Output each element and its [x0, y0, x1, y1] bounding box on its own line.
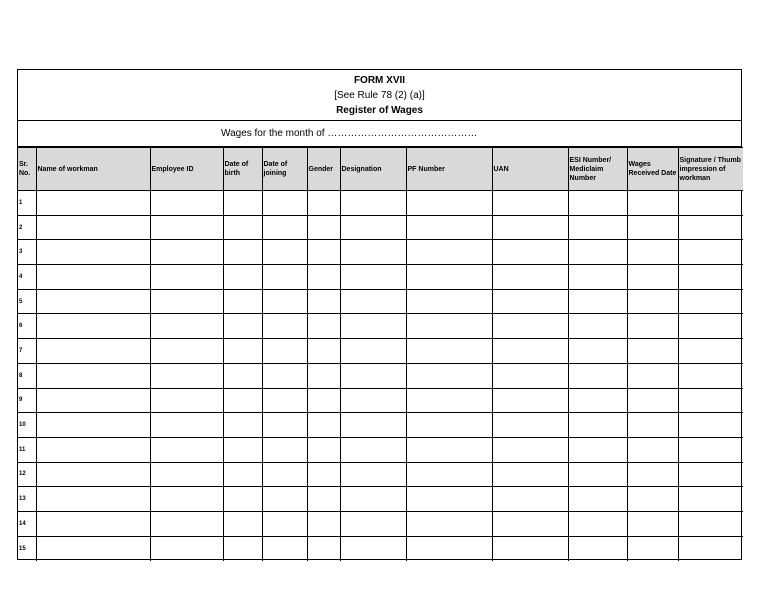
- empty-cell: [492, 363, 568, 388]
- empty-cell: [340, 265, 406, 290]
- empty-cell: [406, 462, 492, 487]
- empty-cell: [262, 240, 307, 265]
- header-signature: Signature / Thumb impression of workman: [678, 148, 743, 191]
- row-number: 2: [18, 215, 36, 240]
- empty-cell: [627, 240, 678, 265]
- empty-cell: [223, 191, 262, 216]
- row-number: 11: [18, 437, 36, 462]
- empty-cell: [492, 487, 568, 512]
- empty-cell: [150, 437, 223, 462]
- empty-cell: [36, 289, 150, 314]
- empty-cell: [340, 314, 406, 339]
- row-number: 13: [18, 487, 36, 512]
- empty-cell: [406, 388, 492, 413]
- empty-cell: [340, 339, 406, 364]
- empty-cell: [262, 289, 307, 314]
- empty-cell: [627, 265, 678, 290]
- empty-cell: [307, 363, 340, 388]
- table-row: [18, 215, 743, 240]
- empty-cell: [568, 388, 627, 413]
- empty-cell: [492, 215, 568, 240]
- empty-cell: [568, 191, 627, 216]
- empty-cell: [492, 191, 568, 216]
- empty-cell: [36, 191, 150, 216]
- empty-cell: [150, 388, 223, 413]
- empty-cell: [307, 265, 340, 290]
- table-row: [18, 487, 743, 512]
- empty-cell: [150, 240, 223, 265]
- empty-cell: [406, 314, 492, 339]
- empty-cell: [568, 314, 627, 339]
- empty-cell: [627, 289, 678, 314]
- empty-cell: [223, 462, 262, 487]
- empty-cell: [678, 215, 743, 240]
- table-row: [18, 462, 743, 487]
- empty-cell: [340, 413, 406, 438]
- empty-cell: [627, 388, 678, 413]
- empty-cell: [492, 462, 568, 487]
- empty-cell: [678, 240, 743, 265]
- empty-cell: [627, 363, 678, 388]
- empty-cell: [262, 339, 307, 364]
- empty-cell: [150, 511, 223, 536]
- row-number: 9: [18, 388, 36, 413]
- header-sr-no: Sr. No.: [18, 148, 36, 191]
- empty-cell: [307, 511, 340, 536]
- empty-cell: [262, 215, 307, 240]
- wages-month-line: Wages for the month of ………………………………………: [18, 121, 741, 147]
- header-wages-received-date: Wages Received Date: [627, 148, 678, 191]
- empty-cell: [36, 487, 150, 512]
- empty-cell: [406, 536, 492, 561]
- empty-cell: [36, 462, 150, 487]
- empty-cell: [340, 215, 406, 240]
- empty-cell: [223, 240, 262, 265]
- empty-cell: [262, 265, 307, 290]
- row-number: 7: [18, 339, 36, 364]
- table-row: [18, 388, 743, 413]
- table-row: [18, 413, 743, 438]
- wage-register-form: [17, 69, 742, 560]
- table-row: [18, 511, 743, 536]
- empty-cell: [678, 191, 743, 216]
- empty-cell: [678, 437, 743, 462]
- empty-cell: [678, 265, 743, 290]
- row-number: 3: [18, 240, 36, 265]
- empty-cell: [150, 487, 223, 512]
- header-employee-id: Employee ID: [150, 148, 223, 191]
- table-row: [18, 339, 743, 364]
- empty-cell: [492, 536, 568, 561]
- empty-cell: [223, 413, 262, 438]
- empty-cell: [678, 487, 743, 512]
- empty-cell: [568, 487, 627, 512]
- empty-cell: [223, 339, 262, 364]
- empty-cell: [340, 536, 406, 561]
- empty-cell: [406, 215, 492, 240]
- empty-cell: [223, 314, 262, 339]
- table-row: [18, 536, 743, 561]
- table-row: [18, 191, 743, 216]
- empty-cell: [36, 536, 150, 561]
- empty-cell: [568, 289, 627, 314]
- table-row: [18, 363, 743, 388]
- empty-cell: [627, 462, 678, 487]
- empty-cell: [262, 511, 307, 536]
- empty-cell: [678, 536, 743, 561]
- header-gender: Gender: [307, 148, 340, 191]
- empty-cell: [678, 511, 743, 536]
- empty-cell: [627, 511, 678, 536]
- empty-cell: [150, 215, 223, 240]
- empty-cell: [36, 265, 150, 290]
- empty-cell: [223, 215, 262, 240]
- empty-cell: [150, 265, 223, 290]
- empty-cell: [262, 536, 307, 561]
- header-name-of-workman: Name of workman: [36, 148, 150, 191]
- empty-cell: [492, 437, 568, 462]
- empty-cell: [568, 511, 627, 536]
- empty-cell: [492, 314, 568, 339]
- empty-cell: [568, 215, 627, 240]
- empty-cell: [223, 437, 262, 462]
- empty-cell: [340, 511, 406, 536]
- form-header: [18, 70, 741, 121]
- empty-cell: [678, 314, 743, 339]
- empty-cell: [568, 240, 627, 265]
- empty-cell: [262, 487, 307, 512]
- empty-cell: [223, 363, 262, 388]
- empty-cell: [36, 363, 150, 388]
- row-number: 5: [18, 289, 36, 314]
- empty-cell: [223, 289, 262, 314]
- empty-cell: [307, 191, 340, 216]
- empty-cell: [678, 462, 743, 487]
- empty-cell: [406, 265, 492, 290]
- empty-cell: [568, 437, 627, 462]
- empty-cell: [262, 413, 307, 438]
- empty-cell: [568, 462, 627, 487]
- empty-cell: [568, 339, 627, 364]
- empty-cell: [340, 462, 406, 487]
- empty-cell: [406, 487, 492, 512]
- empty-cell: [307, 413, 340, 438]
- empty-cell: [307, 240, 340, 265]
- empty-cell: [492, 511, 568, 536]
- header-date-of-birth: Date of birth: [223, 148, 262, 191]
- empty-cell: [36, 215, 150, 240]
- empty-cell: [406, 191, 492, 216]
- table-row: [18, 240, 743, 265]
- row-number: 15: [18, 536, 36, 561]
- row-number: 12: [18, 462, 36, 487]
- empty-cell: [340, 487, 406, 512]
- row-number: 14: [18, 511, 36, 536]
- empty-cell: [406, 511, 492, 536]
- table-row: [18, 314, 743, 339]
- empty-cell: [627, 536, 678, 561]
- empty-cell: [223, 536, 262, 561]
- empty-cell: [340, 191, 406, 216]
- empty-cell: [307, 388, 340, 413]
- empty-cell: [406, 240, 492, 265]
- empty-cell: [36, 511, 150, 536]
- empty-cell: [307, 215, 340, 240]
- table-row: [18, 265, 743, 290]
- empty-cell: [340, 363, 406, 388]
- empty-cell: [150, 339, 223, 364]
- empty-cell: [150, 363, 223, 388]
- empty-cell: [150, 462, 223, 487]
- empty-cell: [678, 363, 743, 388]
- empty-cell: [568, 363, 627, 388]
- empty-cell: [340, 388, 406, 413]
- empty-cell: [36, 339, 150, 364]
- empty-cell: [307, 437, 340, 462]
- empty-cell: [307, 487, 340, 512]
- empty-cell: [262, 462, 307, 487]
- row-number: 1: [18, 191, 36, 216]
- empty-cell: [678, 289, 743, 314]
- empty-cell: [223, 265, 262, 290]
- empty-cell: [262, 363, 307, 388]
- empty-cell: [568, 536, 627, 561]
- empty-cell: [36, 314, 150, 339]
- header-pf-number: PF Number: [406, 148, 492, 191]
- empty-cell: [223, 487, 262, 512]
- empty-cell: [627, 487, 678, 512]
- empty-cell: [492, 265, 568, 290]
- empty-cell: [150, 191, 223, 216]
- empty-cell: [406, 289, 492, 314]
- empty-cell: [36, 388, 150, 413]
- wages-table: [18, 147, 743, 561]
- empty-cell: [678, 339, 743, 364]
- empty-cell: [340, 437, 406, 462]
- empty-cell: [36, 413, 150, 438]
- form-title: FORM XVII: [353, 75, 406, 86]
- empty-cell: [307, 536, 340, 561]
- header-designation: Designation: [340, 148, 406, 191]
- table-row: [18, 437, 743, 462]
- empty-cell: [262, 388, 307, 413]
- empty-cell: [627, 215, 678, 240]
- empty-cell: [406, 413, 492, 438]
- empty-cell: [150, 289, 223, 314]
- empty-cell: [223, 388, 262, 413]
- empty-cell: [262, 191, 307, 216]
- register-title: Register of Wages: [336, 105, 423, 116]
- empty-cell: [307, 462, 340, 487]
- empty-cell: [492, 339, 568, 364]
- empty-cell: [678, 388, 743, 413]
- header-date-of-joining: Date of joining: [262, 148, 307, 191]
- empty-cell: [627, 413, 678, 438]
- empty-cell: [262, 437, 307, 462]
- empty-cell: [307, 314, 340, 339]
- empty-cell: [406, 339, 492, 364]
- empty-cell: [150, 314, 223, 339]
- empty-cell: [36, 437, 150, 462]
- row-number: 8: [18, 363, 36, 388]
- empty-cell: [627, 314, 678, 339]
- empty-cell: [223, 511, 262, 536]
- row-number: 4: [18, 265, 36, 290]
- empty-cell: [568, 413, 627, 438]
- empty-cell: [678, 413, 743, 438]
- empty-cell: [150, 536, 223, 561]
- empty-cell: [627, 339, 678, 364]
- empty-cell: [492, 240, 568, 265]
- empty-cell: [406, 437, 492, 462]
- empty-cell: [568, 265, 627, 290]
- empty-cell: [492, 289, 568, 314]
- row-number: 10: [18, 413, 36, 438]
- header-uan: UAN: [492, 148, 568, 191]
- table-row: [18, 289, 743, 314]
- empty-cell: [340, 240, 406, 265]
- empty-cell: [307, 339, 340, 364]
- empty-cell: [36, 240, 150, 265]
- empty-cell: [340, 289, 406, 314]
- empty-cell: [627, 437, 678, 462]
- header-esi-number: ESI Number/ Mediclaim Number: [568, 148, 627, 191]
- empty-cell: [307, 289, 340, 314]
- empty-cell: [150, 413, 223, 438]
- empty-cell: [406, 363, 492, 388]
- empty-cell: [262, 314, 307, 339]
- form-rule-reference: [See Rule 78 (2) (a)]: [334, 90, 425, 101]
- empty-cell: [492, 413, 568, 438]
- row-number: 6: [18, 314, 36, 339]
- empty-cell: [627, 191, 678, 216]
- empty-cell: [492, 388, 568, 413]
- table-header-row: [18, 148, 743, 191]
